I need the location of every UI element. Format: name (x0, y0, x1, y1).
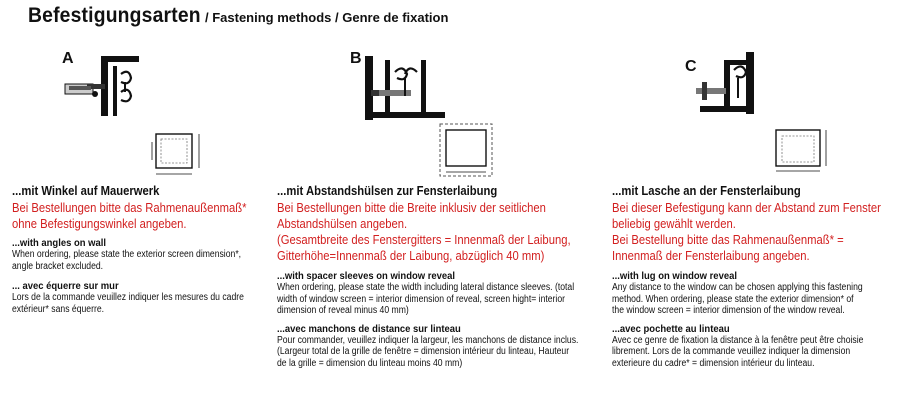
mounting-illustration-b (345, 48, 445, 126)
column-a-en-line: angle bracket excluded. (12, 260, 104, 272)
column-c-en-line: the window screen = interior dimension of the window reveal. (612, 305, 845, 316)
title-main: Befestigungsarten (28, 4, 201, 27)
column-a-order-note-line: ohne Befestigungswinkel angeben. (12, 217, 187, 231)
column-a-heading: ...mit Winkel auf Mauerwerk (12, 184, 160, 198)
column-b-en-title: ...with spacer sleeves on window reveal (277, 270, 456, 282)
column-b-en-line: width of window screen = interior dimension of reveal, screen hight= interior (277, 293, 566, 305)
dimension-diagram-b (436, 120, 500, 182)
column-a-letter: A (62, 50, 74, 67)
column-c-en-title: ...with lug on window reveal (612, 270, 737, 282)
column-a (12, 184, 276, 315)
column-c-order-note-line: Innenmaß der Fensterlaibung angeben. (612, 249, 810, 263)
column-a-fr-line: extérieur* sans équerre. (12, 303, 105, 315)
column-b-heading: ...mit Abstandshülsen zur Fensterlaibung (277, 184, 498, 198)
dimension-diagram-c (772, 124, 836, 176)
column-b-fr-line: Pour commander, veuillez indiquer la largeur, les manchons de distance inclus. (277, 334, 579, 346)
column-c-fr-line: librement. Lors de la commande veuillez indiquer la dimension (612, 346, 851, 357)
column-c-en-line: Any distance to the window can be chosen applying this fastening (612, 282, 863, 293)
column-c-order-note-line: beliebig gewählt werden. (612, 217, 736, 231)
column-b-order-note-line: (Gesamtbreite des Fenstergitters = Innenmaß der Laibung, (277, 233, 571, 247)
column-a-en-line: When ordering, please state the exterior screen dimension*, (12, 249, 242, 260)
column-b-fr-line: de la grille = dimension du linteau moins 40 mm) (277, 357, 463, 369)
column-c (612, 184, 900, 369)
column-b-fr-line: (Largeur total de la grille de fenêtre = dimension intérieur du linteau, Hauteur (277, 346, 570, 357)
column-c-fr-line: exterieure du cadre* = dimension intérieur du linteau. (612, 357, 815, 369)
column-c-fr-line: Avec ce genre de fixation la distance à la fenêtre peut être choisie (612, 334, 864, 346)
column-b-en-line: When ordering, please state the width including lateral distance sleeves. (total (277, 282, 575, 293)
dimension-diagram-a (150, 128, 210, 180)
column-b-order-note-line: Abstandshülsen angeben. (277, 217, 408, 231)
column-c-en-line: method. When ordering, please state the exterior dimension* of (612, 293, 854, 305)
column-c-fr-title: ...avec pochette au linteau (612, 322, 730, 335)
column-b-order-note-line: Bei Bestellungen bitte die Breite inklusiv der seitlichen (277, 201, 546, 215)
column-c-order-note-line: Bei dieser Befestigung kann der Abstand zum Fenster (612, 201, 881, 215)
column-c-letter: C (685, 58, 697, 75)
page-title (28, 4, 449, 28)
column-b-en-line: dimension of reveal minus 40 mm) (277, 305, 409, 316)
column-a-order-note-line: Bei Bestellungen bitte das Rahmenaußenmaß* (12, 201, 247, 215)
mounting-illustration-a (55, 44, 165, 124)
column-a-fr-title: ... avec équerre sur mur (12, 280, 119, 292)
column-b (277, 184, 620, 369)
column-c-order-note-line: Bei Bestellung bitte das Rahmenaußenmaß* = (612, 233, 844, 247)
column-b-letter: B (350, 50, 362, 67)
column-c-heading: ...mit Lasche an der Fensterlaibung (612, 184, 801, 198)
column-b-order-note-line: Gitterhöhe=Innenmaß der Laibung, abzüglich 40 mm) (277, 249, 545, 263)
mounting-illustration-c (680, 46, 790, 122)
column-a-fr-line: Lors de la commande veuillez indiquer les mesures du cadre (12, 292, 244, 303)
column-b-fr-title: ...avec manchons de distance sur linteau (277, 322, 461, 335)
column-a-en-title: ...with angles on wall (12, 237, 106, 249)
title-subtitle: / Fastening methods / Genre de fixation (205, 10, 449, 25)
